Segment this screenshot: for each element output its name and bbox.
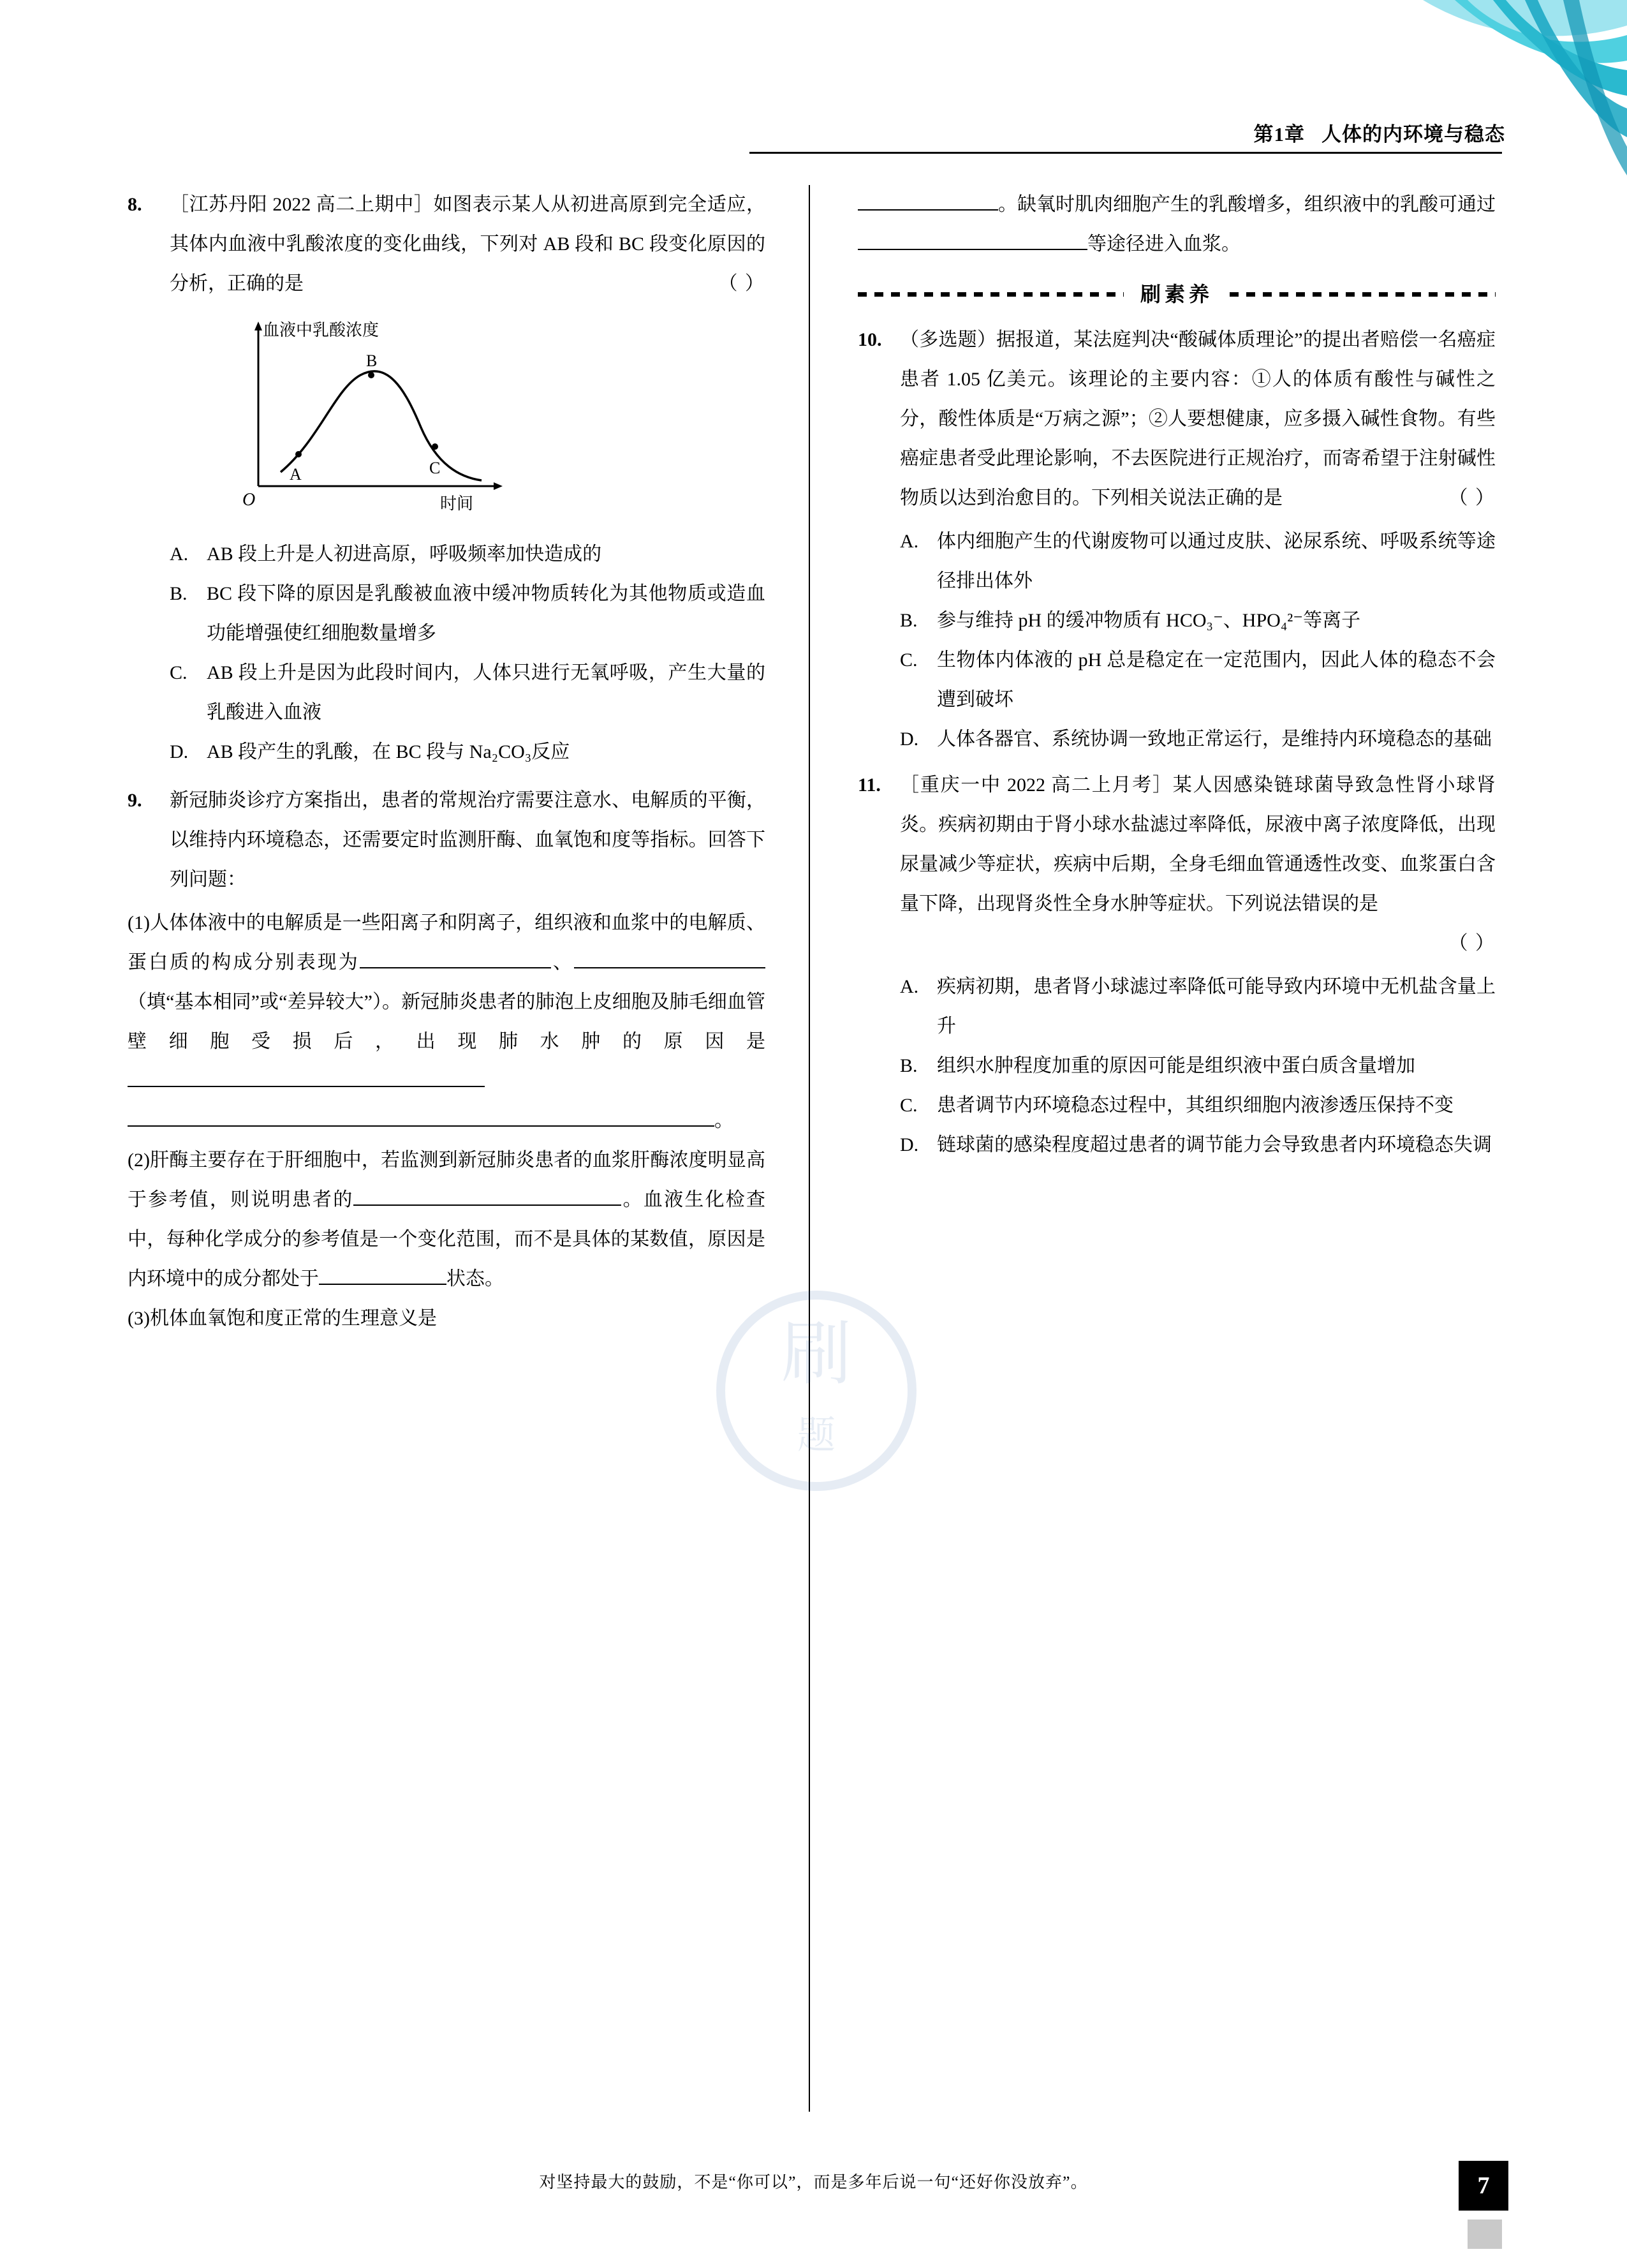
option-label: C. — [900, 649, 918, 671]
question-10 — [858, 320, 1496, 518]
option-label: D. — [900, 1134, 919, 1155]
option-text: 组织水肿程度加重的原因可能是组织液中蛋白质含量增加 — [937, 1055, 1415, 1076]
question-11 — [858, 766, 1496, 963]
header-chapter: 第1章 — [1253, 123, 1305, 145]
question-10-number: 10. — [858, 329, 882, 350]
lactic-acid-curve-figure — [223, 313, 657, 523]
option-text: AB 段上升是人初进高原，呼吸频率加快造成的 — [207, 544, 602, 565]
option-text: AB 段产生的乳酸，在 BC 段与 Na₂CO₃反应 — [207, 741, 570, 762]
footer-motto: 对坚持最大的鼓励，不是“你可以”，而是多年后说一句“还好你没放弃”。 — [539, 2173, 1088, 2191]
answer-blank[interactable] — [353, 1204, 621, 1206]
svg-text:C: C — [429, 459, 441, 477]
page-number: 7 — [1459, 2161, 1508, 2211]
question-9-sub-1 — [128, 903, 765, 1141]
question-8-stem: ［江苏丹阳 2022 高二上期中］如图表示某人从初进高原到完全适应，其体内血液中乳酸浓度的变化曲线，下列对 AB 段和 BC 段变化原因的分析，正确的是 — [170, 194, 765, 294]
question-11-option-D — [900, 1125, 1496, 1165]
option-text: BC 段下降的原因是乳酸被血液中缓冲物质转化为其他物质或造血功能增强使红细胞数量增多 — [207, 583, 765, 644]
question-9-number: 9. — [128, 790, 142, 811]
header-title: 人体的内环境与稳态 — [1321, 123, 1505, 145]
option-text: 患者调节内环境稳态过程中，其组织细胞内液渗透压保持不变 — [937, 1095, 1454, 1116]
option-text: 生物体内体液的 pH 总是稳定在一定范围内，因此人体的稳态不会遭到破坏 — [937, 649, 1496, 710]
question-11-option-B — [900, 1046, 1496, 1086]
figure-x-axis-label: 时间 — [440, 494, 474, 513]
option-text: AB 段上升是因为此段时间内，人体只进行无氧呼吸，产生大量的乳酸进入血液 — [207, 662, 765, 723]
sub-label: (2) — [128, 1150, 150, 1171]
page-corner-tab — [1468, 2220, 1502, 2249]
answer-blank[interactable] — [319, 1284, 446, 1285]
question-11-stem: ［重庆一中 2022 高二上月考］某人因感染链球菌导致急性肾小球肾炎。疾病初期由于肾小球水盐滤过率降低，尿液中离子浓度降低，出现尿量减少等症状，疾病中后期，全身毛细血管通透性改变、血浆蛋白含量下降，出现肾炎性全身水肿等症状。下列说法错误的是 — [900, 775, 1496, 914]
question-9-sub-3-part — [128, 1299, 765, 1338]
decorative-corner-swoosh — [1295, 0, 1627, 217]
left-column — [128, 185, 765, 1338]
column-divider — [809, 185, 810, 2112]
question-10-answer-paren: （ ） — [1448, 487, 1496, 508]
option-label: B. — [900, 610, 918, 631]
figure-origin-label: O — [242, 490, 256, 510]
question-11-option-C — [900, 1086, 1496, 1125]
question-10-option-C — [900, 641, 1496, 720]
option-label: A. — [900, 531, 919, 552]
question-11-option-A — [900, 967, 1496, 1046]
svg-text:题: 题 — [797, 1414, 836, 1456]
sub-text: 状态。 — [446, 1268, 504, 1289]
question-9 — [128, 781, 765, 900]
question-8-option-A — [170, 535, 765, 574]
option-text: 疾病初期，患者肾小球滤过率降低可能导致内环境中无机盐含量上升 — [937, 976, 1496, 1037]
option-text: 链球菌的感染程度超过患者的调节能力会导致患者内环境稳态失调 — [937, 1134, 1492, 1155]
question-9-stem: 新冠肺炎诊疗方案指出，患者的常规治疗需要注意水、电解质的平衡，以维持内环境稳态，还需要定时监测肝酶、血氧饱和度等指标。回答下列问题： — [170, 790, 765, 890]
option-label: A. — [170, 544, 189, 565]
option-label: C. — [900, 1095, 918, 1116]
option-label: B. — [170, 583, 188, 604]
option-label: A. — [900, 976, 919, 997]
svg-text:刷: 刷 — [781, 1316, 851, 1393]
sub-text: 、 — [550, 952, 575, 973]
sub-label: (1) — [128, 912, 150, 933]
answer-blank[interactable] — [858, 209, 998, 211]
header-rule — [749, 152, 1502, 154]
section-banner — [858, 272, 1496, 316]
question-11-answer-paren: （ ） — [1448, 933, 1496, 954]
svg-text:B: B — [366, 352, 378, 370]
option-text: 体内细胞产生的代谢废物可以通过皮肤、泌尿系统、呼吸系统等途径排出体外 — [937, 531, 1496, 591]
option-text: 人体各器官、系统协调一致地正常运行，是维持内环境稳态的基础 — [937, 729, 1492, 750]
question-8-option-C — [170, 653, 765, 732]
question-10-option-D — [900, 720, 1496, 759]
question-8-option-D — [170, 732, 765, 772]
question-9-sub-2 — [128, 1141, 765, 1299]
question-10-option-A — [900, 522, 1496, 601]
question-11-number: 11. — [858, 775, 881, 796]
sub-text: 等途径进入血浆。 — [1087, 233, 1240, 255]
answer-blank[interactable] — [858, 249, 1087, 250]
right-column — [858, 185, 1496, 1165]
answer-blank[interactable] — [360, 967, 551, 968]
option-label: D. — [900, 729, 919, 750]
option-label: B. — [900, 1055, 918, 1076]
option-label: C. — [170, 662, 188, 683]
sub-text: 人体体液中的电解质是一些阳离子和阴离子，组织液和血浆中的电解质、蛋白质的构成分别表现为 — [128, 912, 765, 973]
question-9-sub-3-continued — [858, 185, 1496, 264]
sub-label: (3) — [128, 1308, 150, 1329]
option-label: D. — [170, 741, 189, 762]
svg-text:A: A — [290, 465, 302, 484]
sub-text: 肝酶主要存在于肝细胞中，若监测到新冠肺炎患者的血浆肝酶浓度明显高于参考值，则说明患者的 — [128, 1150, 765, 1210]
question-8 — [128, 185, 765, 304]
question-10-stem: （多选题）据报道，某法庭判决“酸碱体质理论”的提出者赔偿一名癌症患者 1.05 亿美元。该理论的主要内容：①人的体质有酸性与碱性之分，酸性体质是“万病之源”；②人要想健康，应多摄入碱性食物。有些癌症患者受此理论影响，不去医院进行正规治疗，而寄希望于注射碱性物质以达到治愈目的。下列相关说法正确的是 — [900, 329, 1496, 508]
question-10-option-B — [900, 601, 1496, 641]
option-text: 参与维持 pH 的缓冲物质有 HCO₃⁻、HPO₄²⁻等离子 — [937, 610, 1361, 631]
sub-text: 机体血氧饱和度正常的生理意义是 — [149, 1308, 437, 1329]
sub-text: 。血液生化检查中，每种化学成分的参考值是一个变化范围，而不是具体的某数值，原因是内环境中的成分都处于 — [128, 1189, 766, 1289]
sub-text: 。 — [714, 1110, 733, 1131]
answer-blank[interactable] — [128, 1125, 714, 1127]
question-8-option-B — [170, 574, 765, 653]
page-header — [753, 118, 1505, 147]
figure-y-axis-label: 血液中乳酸浓度 — [263, 321, 379, 339]
question-8-number: 8. — [128, 194, 142, 215]
sub-text: 。缺氧时肌肉细胞产生的乳酸增多，组织液中的乳酸可通过 — [998, 194, 1496, 215]
answer-blank[interactable] — [574, 967, 765, 968]
question-8-answer-paren: （ ） — [718, 273, 765, 294]
section-banner-label: 刷素养 — [1140, 283, 1214, 306]
sub-text: （填“基本相同”或“差异较大”）。新冠肺炎患者的肺泡上皮细胞及肺毛细血管壁细胞受损后，出现肺水肿的原因是 — [128, 991, 765, 1052]
answer-blank[interactable] — [128, 1086, 485, 1087]
